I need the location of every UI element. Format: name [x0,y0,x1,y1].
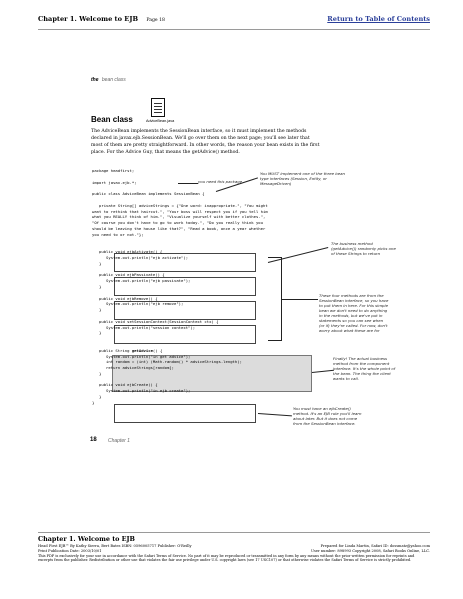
footer-row [38,549,430,554]
file-icon-line [154,106,162,107]
chapter-title-text: Chapter 1. Welcome to EJB [38,15,139,23]
chapter-title [38,15,165,23]
code-line: public void setSessionContext(SessionContext ctx) { [92,318,219,324]
footer-print-date: Print Publication Date: 2003/10/01 [38,548,102,553]
file-icon-line [154,103,162,104]
code-line: } [92,330,102,336]
code-line: System.out.println("session context"); [92,324,196,330]
code-line: public class AdviceBean implements SessionBean { [92,191,205,197]
top-header [38,14,430,30]
section-label-main: the [91,77,99,83]
file-caption: AdviceBean.java [146,119,175,123]
code-listing [92,168,342,406]
section-label [91,77,126,83]
code-line: } [92,399,95,405]
code-line: package headfirst; [92,168,135,173]
code-line: return adviceStrings[random]; [92,365,174,371]
code-line: what you REALLY think of him.", "Visualize yourself with better clothes.", [92,214,266,220]
note-import: you need this package [198,179,243,184]
code-line: System.out.println("ejb activate"); [92,254,189,260]
code-line: System.out.println("in ejb create"); [92,388,191,394]
arrow-create [258,413,292,416]
code-line: int random = (int) (Math.random() * adviceStrings.length); [92,359,242,365]
code-line: import javax.ejb.*; [92,179,137,185]
code-line: } [92,307,102,313]
bracket-tick [282,299,318,300]
code-box-create [114,404,256,423]
code-line: "Of course you don't have to go to work today.", "Do you really think you [92,220,263,226]
note-container-methods: These four methods are from the SessionBean interface, so you have to put them in here. For this simple bean we don't need to do anything in the methods, but we've put in statements so you can see when (or if) they're called. For now, don't worry about what these are for [319,293,389,333]
code-line: public void ejbActivate() { [92,249,163,255]
toc-link[interactable]: Return to Table of Contents [327,15,430,23]
page-number: 18 [90,437,97,443]
bracket-container-methods [268,257,282,341]
code-line: } [92,370,102,376]
section-heading: Bean class [91,115,133,124]
note-ejbcreate: You must have an ejbCreate() method. It's an EJB rule you'll learn about later. But it does not come from the SessionBean interface. [293,406,362,426]
note-business: The business method (getAdvice()) randomly picks one of these Strings to return [331,241,396,256]
code-line: private String[] adviceStrings = {"One word: inappropriate.", "You might [92,202,268,208]
code-line: public void ejbPassivate() { [92,272,165,278]
code-line: System.out.println("ejb passivate"); [92,278,191,284]
file-icon-line [154,109,162,110]
code-line: public void ejbRemove() { [92,295,158,301]
footer-prepared-for: Prepared for Linda Martin, Safari ID: dossmatz@yahoo.com [320,544,430,548]
code-line: System.out.println("ejb remove"); [92,301,184,307]
code-line: } [92,394,102,400]
intro-paragraph: The AdviceBean implements the SessionBean interface, so it must implement the methods declared in javax.ejb.SessionBean. We'll go over them on the next page; you'll see later that most of them are pretty straightforward. In other words, the reason your bean exists in the first place. For the Advice Guy, that means the getAdvice() method. [91,129,320,155]
section-label-sub: bean class [101,77,126,83]
code-fragment: () { [152,347,163,353]
note-implement: You MUST implement one of the three bean type interfaces (Session, Entity, or MessageDriven) [260,171,345,186]
code-method-name: getAdvice [131,347,153,353]
code-line: public void ejbCreate() { [92,382,158,388]
code-line: System.out.println("in get advice"); [92,353,191,359]
code-line: } [92,283,102,289]
code-fragment: public String [92,347,132,353]
code-line: should be leaving the house like that?", "Read a book, once a year whether [92,225,266,231]
footer-user-number: User number: 898993 Copyright 2008, Safari Books Online, LLC. [310,548,430,553]
file-icon [151,98,165,117]
footer-book-info: Head First EJB™ By Kathy Sierra, Bert Bates ISBN: 0596005717 Publisher: O'Reilly [38,544,192,548]
arrow-import [178,183,198,184]
page-footer-chapter: Chapter 1 [108,438,130,444]
file-icon-line [154,112,162,113]
code-line: } [92,260,102,266]
footer-legal: This PDF is exclusively for your use in accordance with the Safari Terms of Service. No part of it may be reproduced or transmitted in any form by any means without the prior written permission for reprints and excerpts from the publisher. Redistribution or other use that violates the fair use privilege under U.S. copyright laws (see 17 USC107) or that otherwise violates the Safari Terms of Service is strictly prohibited. [38,553,415,563]
bottom-footer [38,532,430,563]
note-finally: Finally! The actual business method from the component interface. It's the whole point of the bean. The thing the client wants to call. [333,356,396,381]
code-line: want to rethink that haircut.", "Your boss will respect you if you tell him [92,208,268,214]
code-line: you need to or not."}; [92,231,144,237]
page-label: Page 18 [146,18,165,23]
footer-chapter-title: Chapter 1. Welcome to EJB [38,535,135,543]
